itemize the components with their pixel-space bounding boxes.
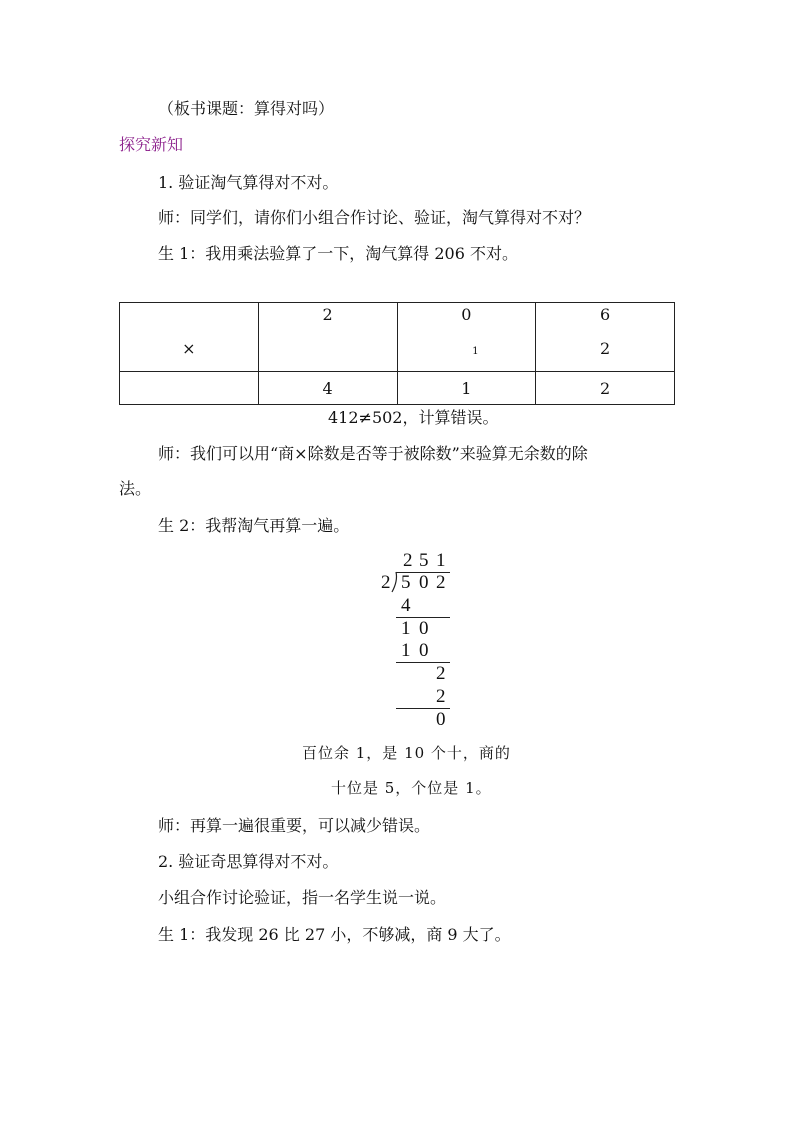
item2-title: 2. 验证奇思算得对不对。 xyxy=(158,852,339,871)
division-step: 4 xyxy=(401,595,411,616)
division-step: 1 xyxy=(401,640,411,661)
mult-result-empty xyxy=(120,372,259,405)
quotient-digit: 5 xyxy=(419,550,429,571)
division-step: 0 xyxy=(419,618,429,639)
teacher-remark2: 师：再算一遍很重要，可以减少错误。 xyxy=(158,816,431,835)
quotient-digit: 1 xyxy=(436,550,446,571)
carry-digit: 1 xyxy=(472,346,479,357)
mult-conclusion: 412≠502，计算错误。 xyxy=(328,408,499,427)
multiplicand-digit: 2 xyxy=(322,305,333,324)
mult-sign-cell xyxy=(120,303,259,372)
quotient-digit: 2 xyxy=(403,550,413,571)
multiply-sign: × xyxy=(182,339,196,358)
dividend-digit: 0 xyxy=(419,572,429,593)
division-bracket xyxy=(390,571,400,593)
teacher-remark-line1: 师：我们可以用“商×除数是否等于被除数”来验算无余数的除 xyxy=(158,444,588,463)
dividend-digit: 2 xyxy=(436,572,446,593)
division-note-line1: 百位余 1，是 10 个十，商的 xyxy=(302,744,511,762)
division-note-line2: 十位是 5，个位是 1。 xyxy=(331,779,492,797)
mult-result-digit: 4 xyxy=(258,372,397,405)
section-heading: 探究新知 xyxy=(119,135,184,154)
multiplication-table xyxy=(119,302,675,405)
item1-title: 1. 验证淘气算得对不对。 xyxy=(158,173,339,192)
multiplicand-digit: 0 xyxy=(461,305,472,324)
student1-answer: 生 1：我用乘法验算了一下，淘气算得 206 不对。 xyxy=(158,244,518,263)
mult-cell-ones xyxy=(536,303,675,372)
multiplicand-digit: 6 xyxy=(600,305,611,324)
teacher-remark-line2: 法。 xyxy=(119,479,152,498)
mult-result-digit: 1 xyxy=(397,372,536,405)
division-step: 2 xyxy=(436,663,446,684)
board-title: （板书课题：算得对吗） xyxy=(158,99,335,118)
divisor: 2 xyxy=(381,572,391,593)
mult-cell-hundreds xyxy=(258,303,397,372)
student2-answer: 生 2：我帮淘气再算一遍。 xyxy=(158,516,350,535)
dividend-digit: 5 xyxy=(401,572,411,593)
student3-answer: 生 1：我发现 26 比 27 小，不够减，商 9 大了。 xyxy=(158,925,511,944)
division-step: 1 xyxy=(401,618,411,639)
division-step: 0 xyxy=(419,640,429,661)
division-remainder: 0 xyxy=(436,709,446,730)
multiplier-digit: 2 xyxy=(600,339,611,358)
mult-result-digit: 2 xyxy=(536,372,675,405)
teacher-question: 师：同学们，请你们小组合作讨论、验证，淘气算得对不对？ xyxy=(158,208,591,227)
mult-cell-tens xyxy=(397,303,536,372)
division-step: 2 xyxy=(436,686,446,707)
group-task: 小组合作讨论验证，指一名学生说一说。 xyxy=(158,888,447,907)
